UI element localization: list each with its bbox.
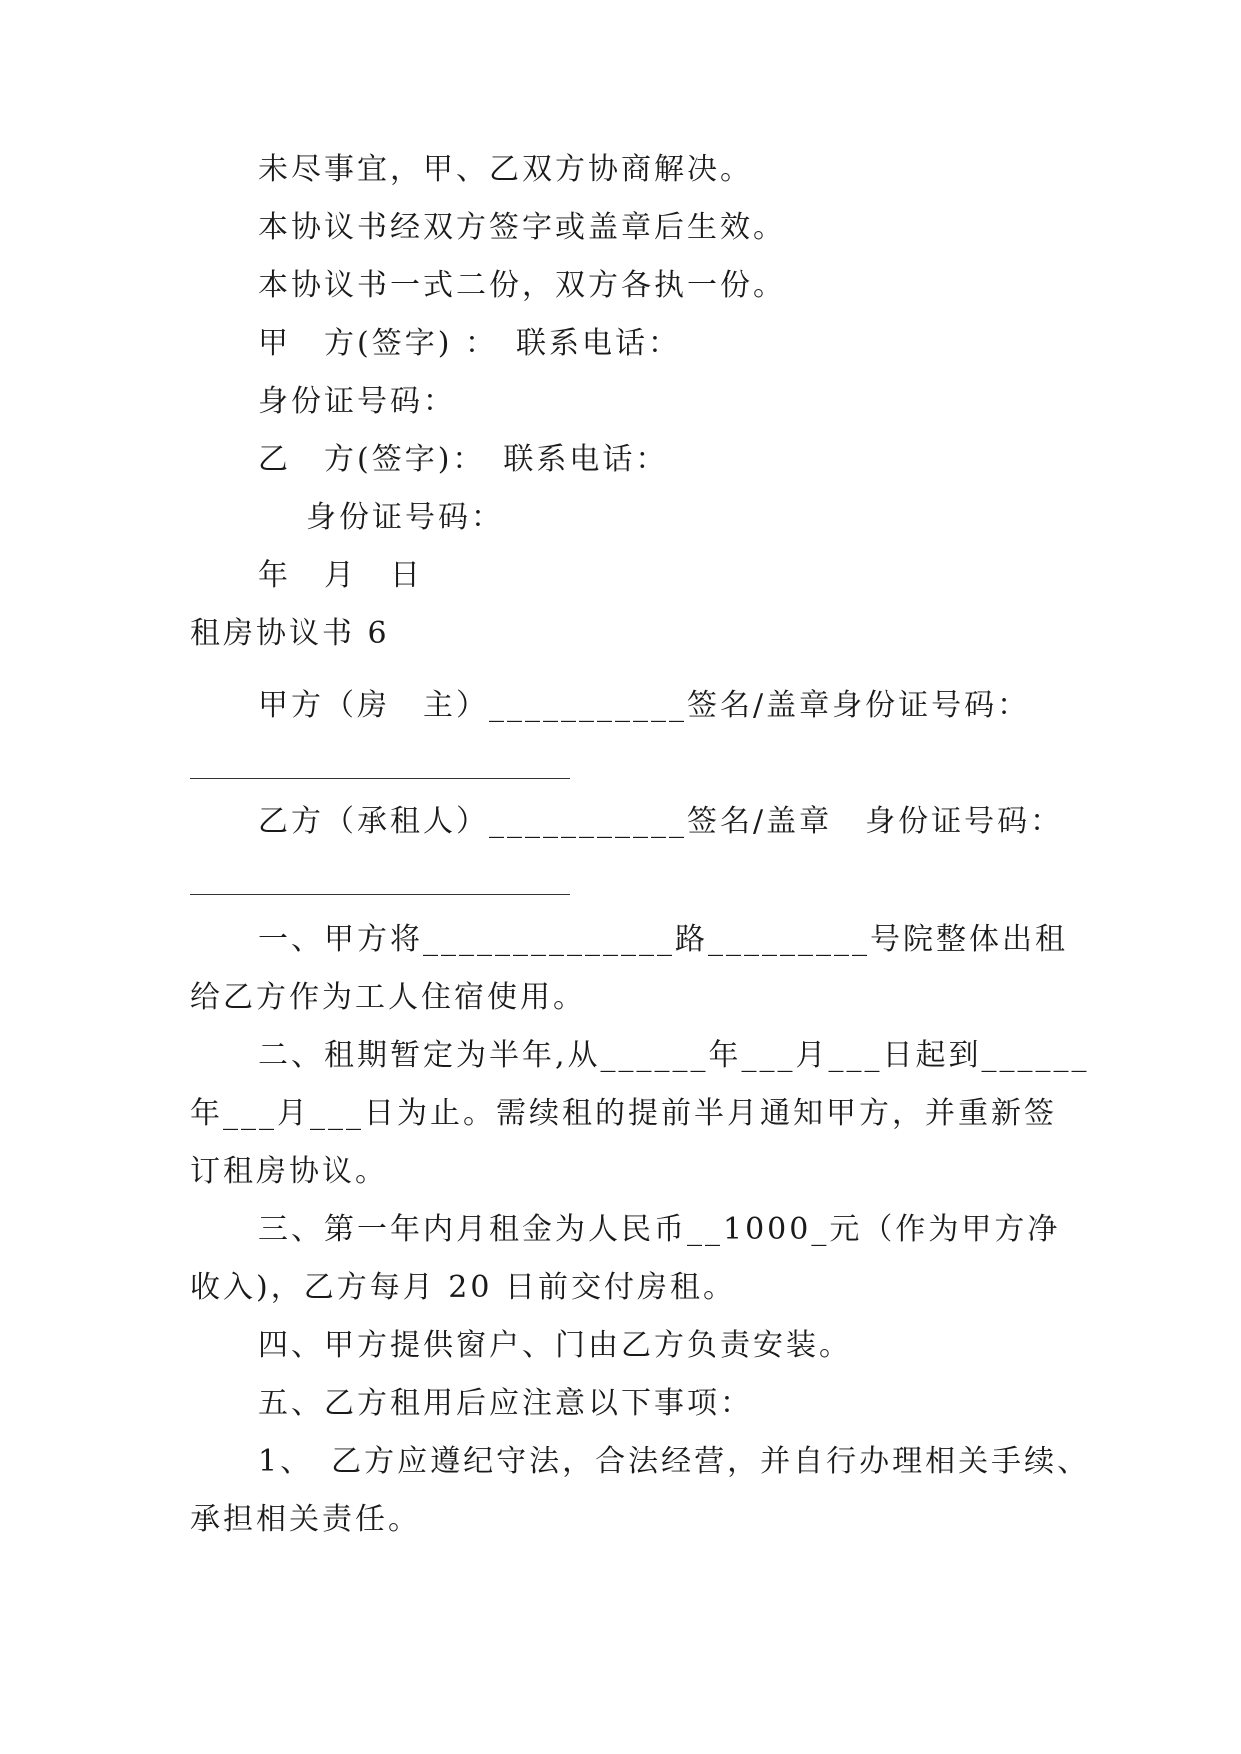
clause-5-item-1-line: 1、 乙方应遵纪守法，合法经营，并自行办理相关手续、 (258, 1444, 1091, 1479)
date-line: 年 月 日 (258, 558, 423, 593)
clause-5-item-1-line: 承担相关责任。 (190, 1502, 421, 1537)
id-blank-rule (190, 894, 570, 895)
clause-5-line: 五、乙方租用后应注意以下事项： (258, 1386, 753, 1421)
clause-2-line: 年___月___日为止。需续租的提前半月通知甲方，并重新签 (190, 1096, 1057, 1131)
clause-3-line: 三、第一年内月租金为人民币__1000_元（作为甲方净 (258, 1212, 1061, 1247)
clause-3-line: 收入)，乙方每月 20 日前交付房租。 (190, 1270, 736, 1305)
clause-1-line: 一、甲方将______________路_________号院整体出租 (258, 922, 1068, 957)
id-number-line: 身份证号码： (306, 500, 504, 535)
clause-4-line: 四、甲方提供窗户、门由乙方负责安装。 (258, 1328, 852, 1363)
clause-2-line: 订租房协议。 (190, 1154, 388, 1189)
party-b-tenant-line: 乙方（承租人）___________签名/盖章 身份证号码： (258, 804, 1064, 839)
party-a-landlord-line: 甲方（房 主）___________签名/盖章身份证号码： (258, 688, 1031, 723)
id-blank-rule (190, 778, 570, 779)
signature-line-party-b: 乙 方(签字)： 联系电话： (258, 442, 669, 477)
paragraph-line: 本协议书一式二份，双方各执一份。 (258, 268, 786, 303)
id-number-line: 身份证号码： (258, 384, 456, 419)
signature-line-party-a: 甲 方(签字) ： 联系电话： (258, 326, 681, 361)
paragraph-line: 本协议书经双方签字或盖章后生效。 (258, 210, 786, 245)
clause-2-line: 二、租期暂定为半年,从______年___月___日起到______ (258, 1038, 1090, 1073)
paragraph-line: 未尽事宜，甲、乙双方协商解决。 (258, 152, 753, 187)
section-title: 租房协议书 6 (190, 616, 390, 651)
clause-1-line: 给乙方作为工人住宿使用。 (190, 980, 586, 1015)
